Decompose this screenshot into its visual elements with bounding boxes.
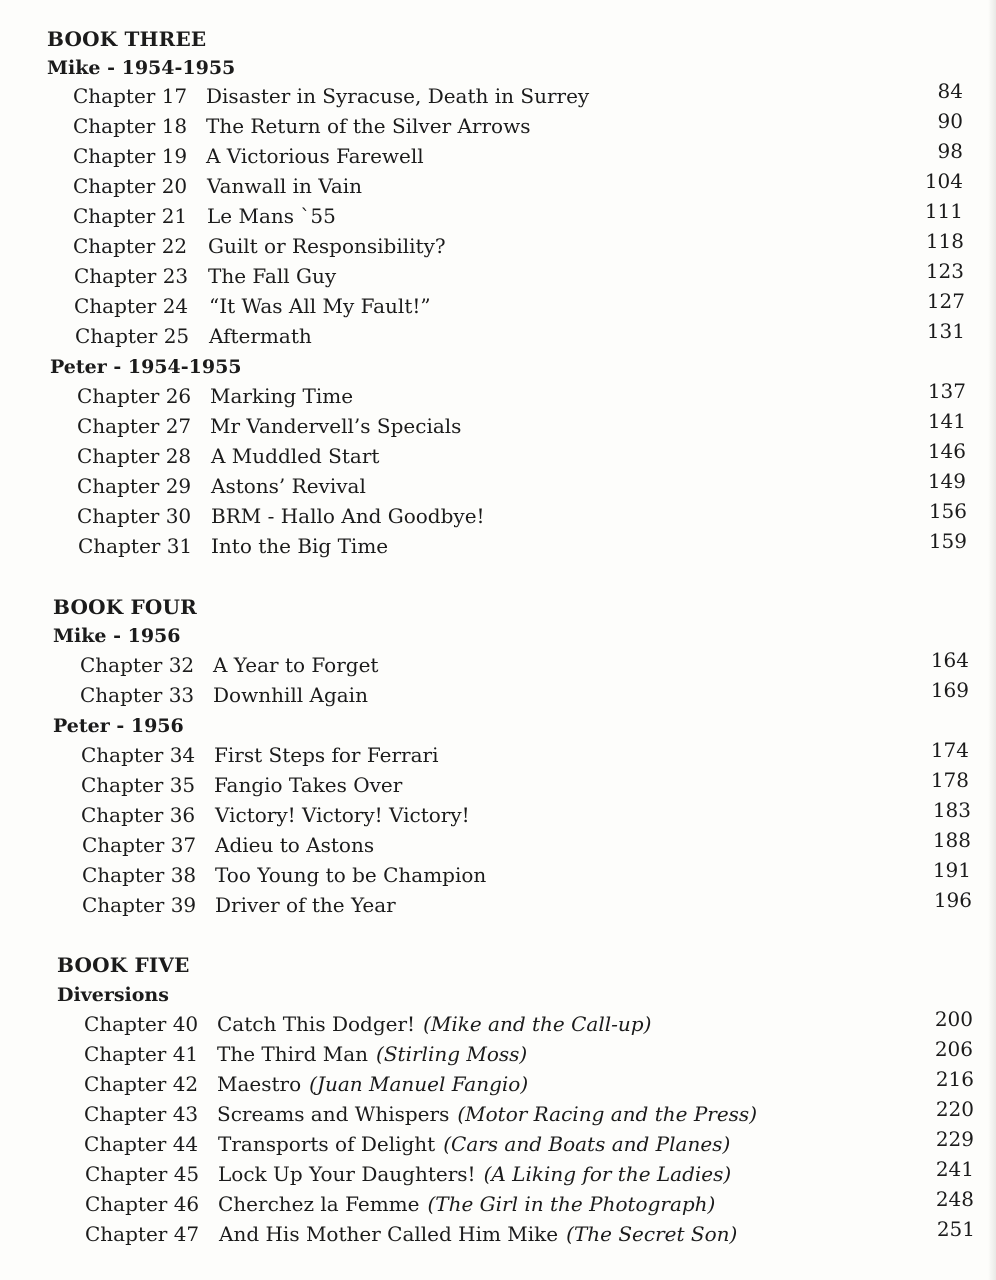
section-heading: Diversions [57, 984, 169, 1006]
toc-entry [77, 409, 977, 442]
page-number: 98 [937, 139, 963, 163]
page-number: 216 [935, 1067, 974, 1091]
chapter-subtitle: (The Secret Son) [566, 1222, 738, 1246]
chapter-title: Marking Time [210, 384, 354, 408]
page-number: 169 [930, 678, 969, 702]
chapter-number: Chapter 33 [80, 683, 195, 707]
page-number: 84 [937, 79, 963, 103]
section-heading: Peter - 1954-1955 [50, 356, 242, 378]
toc-entry [80, 648, 980, 681]
chapter-title: Into the Big Time [211, 534, 389, 558]
chapter-subtitle: (Cars and Boats and Planes) [443, 1132, 731, 1156]
page-number: 90 [937, 109, 963, 133]
toc-entry [73, 229, 973, 262]
toc-entry [84, 1037, 984, 1070]
toc-entry [85, 1217, 985, 1250]
chapter-subtitle: (Mike and the Call-up) [423, 1012, 652, 1036]
chapter-title: A Muddled Start [211, 444, 380, 468]
page-number: 191 [932, 858, 971, 882]
chapter-title: Cherchez la Femme [218, 1192, 420, 1216]
section-heading: Peter - 1956 [53, 715, 184, 737]
chapter-number: Chapter 25 [75, 324, 190, 348]
chapter-subtitle: (The Girl in the Photograph) [427, 1192, 716, 1216]
toc-entry [81, 738, 981, 771]
chapter-number: Chapter 39 [82, 893, 197, 917]
chapter-subtitle: (Juan Manuel Fangio) [309, 1072, 529, 1096]
section-heading: Mike - 1956 [53, 625, 181, 647]
toc-entry [77, 469, 977, 502]
chapter-number: Chapter 47 [85, 1222, 200, 1246]
chapter-title: Disaster in Syracuse, Death in Surrey [206, 84, 590, 108]
page-number: 159 [928, 529, 967, 553]
chapter-subtitle: (Motor Racing and the Press) [457, 1102, 758, 1126]
chapter-number: Chapter 19 [73, 144, 188, 168]
chapter-number: Chapter 42 [84, 1072, 199, 1096]
page-number: 123 [925, 259, 964, 283]
toc-entry [75, 319, 975, 352]
page-number: 141 [927, 409, 966, 433]
chapter-number: Chapter 31 [78, 534, 193, 558]
toc-entry [80, 678, 980, 711]
chapter-number: Chapter 41 [84, 1042, 199, 1066]
chapter-title: Too Young to be Champion [215, 863, 487, 887]
page-number: 156 [928, 499, 967, 523]
chapter-number: Chapter 17 [73, 84, 188, 108]
toc-entry [77, 499, 977, 532]
chapter-title: Guilt or Responsibility? [208, 234, 446, 258]
chapter-title: And His Mother Called Him Mike [219, 1222, 559, 1246]
page-number: 137 [927, 379, 966, 403]
page-number: 220 [935, 1097, 974, 1121]
chapter-number: Chapter 43 [84, 1102, 199, 1126]
page-number: 188 [932, 828, 971, 852]
chapter-title: Driver of the Year [215, 893, 396, 917]
page-number: 111 [924, 199, 963, 223]
chapter-title: Catch This Dodger! [217, 1012, 416, 1036]
page-number: 104 [924, 169, 963, 193]
page-number: 127 [926, 289, 965, 313]
page-number: 248 [935, 1187, 974, 1211]
chapter-title: BRM - Hallo And Goodbye! [211, 504, 485, 528]
page-number: 183 [932, 798, 971, 822]
chapter-number: Chapter 44 [84, 1132, 199, 1156]
chapter-number: Chapter 28 [77, 444, 192, 468]
chapter-title: A Year to Forget [213, 653, 379, 677]
chapter-number: Chapter 30 [77, 504, 192, 528]
chapter-number: Chapter 22 [73, 234, 188, 258]
toc-entry [84, 1127, 984, 1160]
book-title: BOOK FIVE [57, 953, 190, 977]
chapter-number: Chapter 46 [85, 1192, 200, 1216]
chapter-title: The Third Man [217, 1042, 369, 1066]
chapter-title: The Return of the Silver Arrows [206, 114, 531, 138]
toc-entry [77, 379, 977, 412]
toc-entry [82, 828, 982, 861]
chapter-number: Chapter 21 [73, 204, 188, 228]
chapter-number: Chapter 36 [81, 803, 196, 827]
chapter-number: Chapter 18 [73, 114, 188, 138]
book-title: BOOK THREE [47, 27, 207, 51]
toc-entry [81, 798, 981, 831]
page-number: 131 [926, 319, 965, 343]
toc-entry [84, 1097, 984, 1130]
chapter-title: Lock Up Your Daughters! [218, 1162, 476, 1186]
page-number: 196 [933, 888, 972, 912]
toc-entry [73, 169, 973, 202]
page-number: 229 [935, 1127, 974, 1151]
chapter-number: Chapter 35 [81, 773, 196, 797]
page-number: 241 [935, 1157, 974, 1181]
chapter-title: Victory! Victory! Victory! [215, 803, 470, 827]
chapter-number: Chapter 34 [81, 743, 196, 767]
chapter-number: Chapter 40 [84, 1012, 199, 1036]
chapter-title: A Victorious Farewell [206, 144, 424, 168]
toc-entry [85, 1157, 985, 1190]
page-number: 206 [934, 1037, 973, 1061]
toc-entry [73, 199, 973, 232]
book-title: BOOK FOUR [53, 595, 197, 619]
toc-entry [73, 109, 973, 142]
chapter-title: The Fall Guy [208, 264, 337, 288]
chapter-title: Downhill Again [213, 683, 368, 707]
page-number: 146 [927, 439, 966, 463]
chapter-number: Chapter 37 [82, 833, 197, 857]
chapter-number: Chapter 32 [80, 653, 195, 677]
toc-entry [74, 289, 974, 322]
page-number: 200 [934, 1007, 973, 1031]
toc-entry [85, 1187, 985, 1220]
toc-entry [81, 768, 981, 801]
chapter-number: Chapter 45 [85, 1162, 200, 1186]
toc-entry [78, 529, 978, 562]
chapter-title: “It Was All My Fault!” [209, 294, 431, 318]
toc-entry [73, 139, 973, 172]
chapter-number: Chapter 20 [73, 174, 188, 198]
chapter-subtitle: (Stirling Moss) [376, 1042, 528, 1066]
toc-entry [82, 888, 982, 921]
toc-entry [84, 1067, 984, 1100]
chapter-title: Le Mans `55 [207, 204, 336, 228]
page-number: 164 [930, 648, 969, 672]
toc-entry [74, 259, 974, 292]
page-number: 251 [936, 1217, 975, 1241]
page-number: 118 [925, 229, 964, 253]
chapter-title: Aftermath [209, 324, 312, 348]
toc-entry [84, 1007, 984, 1040]
chapter-number: Chapter 27 [77, 414, 192, 438]
chapter-title: Astons’ Revival [211, 474, 366, 498]
chapter-title: Transports of Delight [218, 1132, 436, 1156]
section-heading: Mike - 1954-1955 [47, 57, 236, 79]
page-number: 178 [930, 768, 969, 792]
chapter-title: Screams and Whispers [217, 1102, 450, 1126]
chapter-title: Mr Vandervell’s Specials [210, 414, 462, 438]
toc-entry [82, 858, 982, 891]
toc-entry [77, 439, 977, 472]
chapter-title: Maestro [217, 1072, 302, 1096]
toc-entry [73, 79, 973, 112]
chapter-title: Vanwall in Vain [207, 174, 363, 198]
page-edge-shadow [988, 0, 996, 1280]
chapter-number: Chapter 23 [74, 264, 189, 288]
chapter-number: Chapter 29 [77, 474, 192, 498]
page-number: 149 [927, 469, 966, 493]
chapter-number: Chapter 24 [74, 294, 189, 318]
chapter-subtitle: (A Liking for the Ladies) [483, 1162, 732, 1186]
chapter-title: First Steps for Ferrari [214, 743, 439, 767]
chapter-number: Chapter 38 [82, 863, 197, 887]
chapter-title: Adieu to Astons [215, 833, 375, 857]
chapter-number: Chapter 26 [77, 384, 192, 408]
page-number: 174 [930, 738, 969, 762]
chapter-title: Fangio Takes Over [214, 773, 403, 797]
